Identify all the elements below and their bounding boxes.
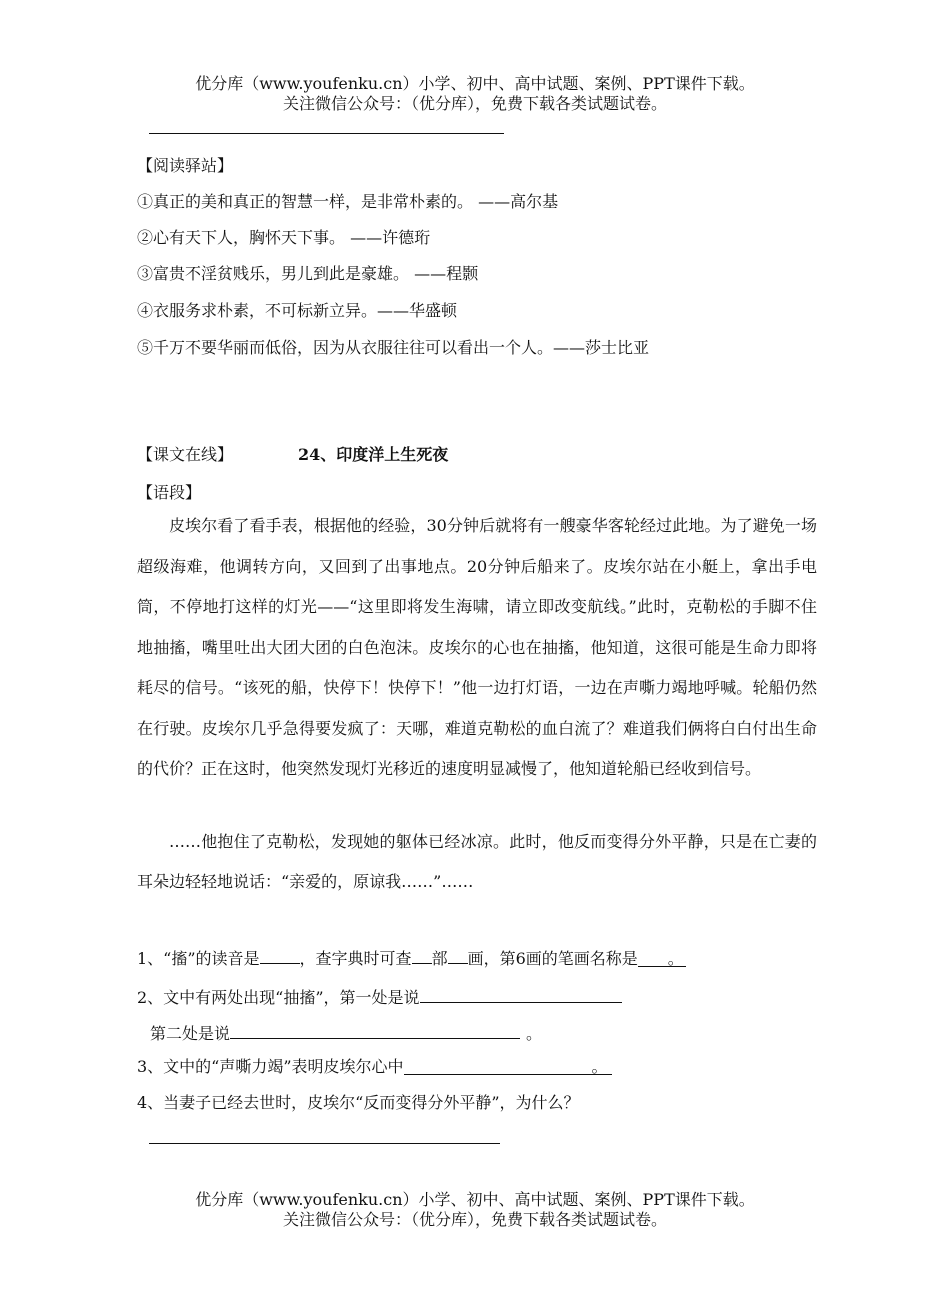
quote-item: ③富贵不淫贫贱乐，男儿到此是豪雄。 ——程颢 (137, 264, 479, 283)
answer-line[interactable] (149, 1143, 500, 1144)
answer-blank[interactable]: 。 (404, 1056, 612, 1075)
question-3: 3、文中的“声嘶力竭”表明皮埃尔心中 。 (137, 1056, 612, 1078)
header-line-2: 关注微信公众号：（优分库），免费下载各类试题试卷。 (282, 94, 667, 113)
passage-paragraph-2: ……他抱住了克勒松，发现她的躯体已经冰凉。此时，他反而变得分外平静，只是在亡妻的耳朵边轻轻地说话：“亲爱的，原谅我……”…… (137, 832, 817, 891)
header-answer-line (149, 133, 504, 134)
quote-item: ⑤千万不要华丽而低俗，因为从衣服往往可以看出一个人。——莎士比亚 (137, 338, 650, 357)
question-1: 1、“搐”的读音是 ，查字典时可查 部 画，第6画的笔画名称是 。 (137, 945, 686, 967)
reading-title: 【阅读驿站】 (137, 156, 234, 175)
answer-blank[interactable] (420, 984, 622, 1003)
question-2: 2、文中有两处出现“抽搐”，第一处是说 (137, 984, 622, 1006)
answer-blank[interactable] (448, 945, 468, 964)
footer-line-2: 关注微信公众号：（优分库），免费下载各类试题试卷。 (282, 1210, 667, 1229)
passage-paragraph-1: 皮埃尔看了看手表，根据他的经验，30分钟后就将有一艘豪华客轮经过此地。为了避免一场超级海难，他调转方向，又回到了出事地点。20分钟后船来了。皮埃尔站在小艇上，拿出手电筒，不停地打这样的灯光——“这里即将发生海啸，请立即改变航线。”此时，克勒松的手脚不住地抽搐，嘴里吐出大团大团的白色泡沫。皮埃尔的心也在抽搐，他知道，这很可能是生命力即将耗尽的信号。“该死的船，快停下！快停下！”他一边打灯语，一边在声嘶力竭地呼喊。轮船仍然在行驶。皮埃尔几乎急得要发疯了：天哪，难道克勒松的血白流了？难道我们俩将白白付出生命的代价？正在这时，他突然发现灯光移近的速度明显减慢了，他知道轮船已经收到信号。 (137, 516, 817, 778)
answer-blank[interactable] (230, 1020, 520, 1039)
quote-item: ①真正的美和真正的智慧一样，是非常朴素的。 ——高尔基 (137, 192, 559, 211)
question-2-second: 第二处是说 。 (150, 1020, 542, 1042)
header-line-1: 优分库（www.youfenku.cn）小学、初中、高中试题、案例、PPT课件下载。 (195, 74, 755, 93)
question-4: 4、当妻子已经去世时，皮埃尔“反而变得分外平静”，为什么？ (137, 1093, 580, 1112)
section-label: 【语段】 (137, 483, 202, 502)
lesson-tag: 【课文在线】 (137, 445, 234, 464)
footer-line-1: 优分库（www.youfenku.cn）小学、初中、高中试题、案例、PPT课件下载。 (195, 1190, 755, 1209)
answer-blank[interactable]: 。 (638, 948, 686, 967)
lesson-title: 24、印度洋上生死夜 (298, 445, 449, 464)
answer-blank[interactable] (260, 945, 300, 964)
answer-blank[interactable] (412, 945, 432, 964)
quote-item: ④衣服务求朴素，不可标新立异。——华盛顿 (137, 301, 458, 320)
quote-item: ②心有天下人，胸怀天下事。 ——许德珩 (137, 228, 431, 247)
